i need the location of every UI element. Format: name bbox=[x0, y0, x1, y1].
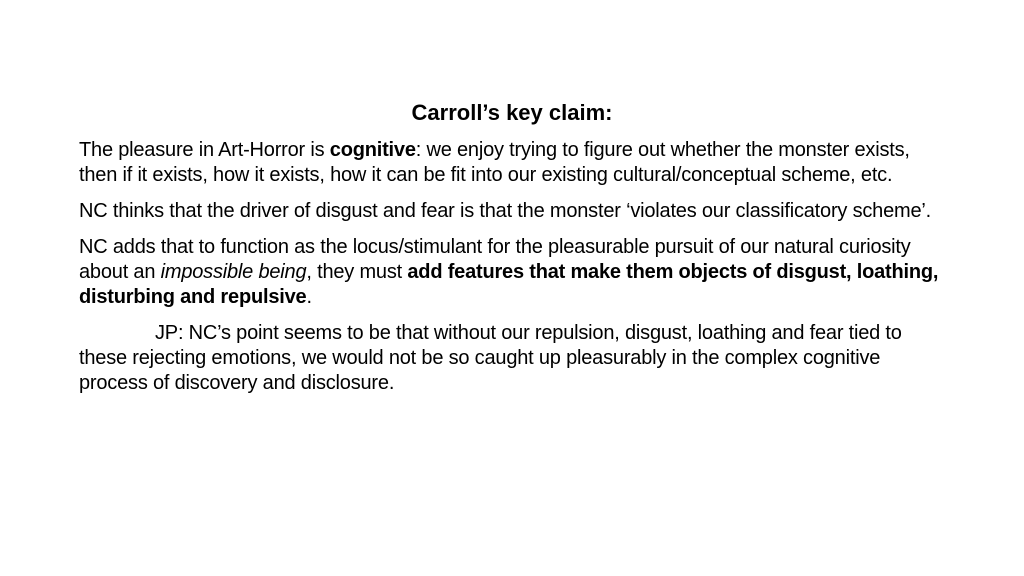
p3-text-middle: , they must bbox=[306, 261, 408, 283]
paragraph-cognitive-pleasure bbox=[79, 138, 949, 188]
paragraph-classificatory-scheme: NC thinks that the driver of disgust and fear is that the monster ‘violates our classificatory scheme’. bbox=[79, 200, 932, 222]
p3-text-before: NC adds that to function as the locus/stimulant for the pleasurable pursuit of our natural curiosity about an bbox=[79, 236, 911, 283]
p1-text-before: The pleasure in Art-Horror is bbox=[79, 139, 330, 161]
p3-text-after: . bbox=[306, 286, 312, 308]
p3-bold-features: add features that make them objects of disgust, loathing, disturbing and repulsive bbox=[79, 261, 939, 308]
slide-title: Carroll’s key claim: bbox=[411, 100, 613, 125]
p3-italic-impossible-being: impossible being bbox=[160, 261, 307, 283]
paragraph-jp-comment: JP: NC’s point seems to be that without our repulsion, disgust, loathing and fear tied to these rejecting emotions, we would not be so caught up pleasurably in the complex cognitive process of discovery and disclosure. bbox=[79, 322, 902, 394]
p1-text-after: : we enjoy trying to figure out whether the monster exists, then if it exists, how it exists, how it can be fit into our existing cultural/conceptual scheme, etc. bbox=[79, 139, 910, 186]
slide-body bbox=[79, 138, 949, 407]
p1-bold-cognitive: cognitive bbox=[329, 139, 416, 161]
paragraph-disgust-features bbox=[79, 235, 949, 310]
